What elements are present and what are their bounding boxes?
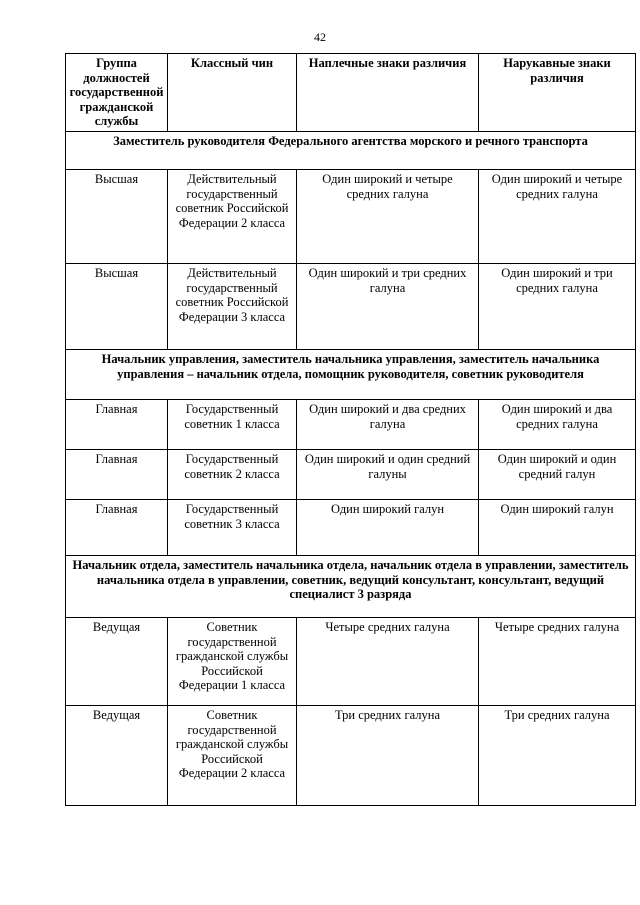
cell-group: Ведущая	[66, 618, 168, 706]
cell-sleeve: Один широкий и три средних галуна	[479, 264, 636, 350]
cell-sleeve: Один широкий галун	[479, 500, 636, 556]
table-row	[66, 450, 636, 500]
cell-rank: Советник государственной гражданской службы Российской Федерации 2 класса	[168, 706, 297, 806]
section-title: Начальник отдела, заместитель начальника отдела, начальник отдела в управлении, заместитель начальника отдела в управлении, советник, ведущий консультант, консультант, ведущий специалист 3 разряда	[66, 556, 636, 618]
cell-group: Главная	[66, 500, 168, 556]
page-number: 42	[314, 30, 326, 44]
cell-shoulder: Четыре средних галуна	[297, 618, 479, 706]
table-row	[66, 264, 636, 350]
table-row	[66, 500, 636, 556]
cell-shoulder: Один широкий и четыре средних галуна	[297, 170, 479, 264]
section-title: Начальник управления, заместитель начальника управления, заместитель начальника управления – начальник отдела, помощник руководителя, советник руководителя	[66, 350, 636, 400]
cell-rank: Действительный государственный советник Российской Федерации 2 класса	[168, 170, 297, 264]
cell-group: Высшая	[66, 264, 168, 350]
header-group: Группа должностей государственной гражданской службы	[66, 54, 168, 132]
cell-rank: Советник государственной гражданской службы Российской Федерации 1 класса	[168, 618, 297, 706]
insignia-table	[65, 53, 636, 806]
cell-rank: Государственный советник 2 класса	[168, 450, 297, 500]
section-title-row	[66, 132, 636, 170]
cell-shoulder: Один широкий и три средних галуна	[297, 264, 479, 350]
cell-rank: Действительный государственный советник Российской Федерации 3 класса	[168, 264, 297, 350]
table-header-row	[66, 54, 636, 132]
cell-sleeve: Один широкий и один средний галун	[479, 450, 636, 500]
cell-shoulder: Три средних галуна	[297, 706, 479, 806]
cell-sleeve: Четыре средних галуна	[479, 618, 636, 706]
cell-shoulder: Один широкий галун	[297, 500, 479, 556]
table-row	[66, 618, 636, 706]
cell-shoulder: Один широкий и один средний галуны	[297, 450, 479, 500]
cell-group: Ведущая	[66, 706, 168, 806]
cell-shoulder: Один широкий и два средних галуна	[297, 400, 479, 450]
cell-rank: Государственный советник 3 класса	[168, 500, 297, 556]
table-row	[66, 170, 636, 264]
section-title: Заместитель руководителя Федерального агентства морского и речного транспорта	[66, 132, 636, 170]
cell-rank: Государственный советник 1 класса	[168, 400, 297, 450]
cell-sleeve: Один широкий и четыре средних галуна	[479, 170, 636, 264]
header-sleeve-insignia: Нарукавные знаки различия	[479, 54, 636, 132]
cell-sleeve: Один широкий и два средних галуна	[479, 400, 636, 450]
cell-sleeve: Три средних галуна	[479, 706, 636, 806]
cell-group: Главная	[66, 400, 168, 450]
table-row	[66, 400, 636, 450]
header-shoulder-insignia: Наплечные знаки различия	[297, 54, 479, 132]
section-title-row	[66, 556, 636, 618]
section-title-row	[66, 350, 636, 400]
cell-group: Главная	[66, 450, 168, 500]
header-rank: Классный чин	[168, 54, 297, 132]
cell-group: Высшая	[66, 170, 168, 264]
table-row	[66, 706, 636, 806]
